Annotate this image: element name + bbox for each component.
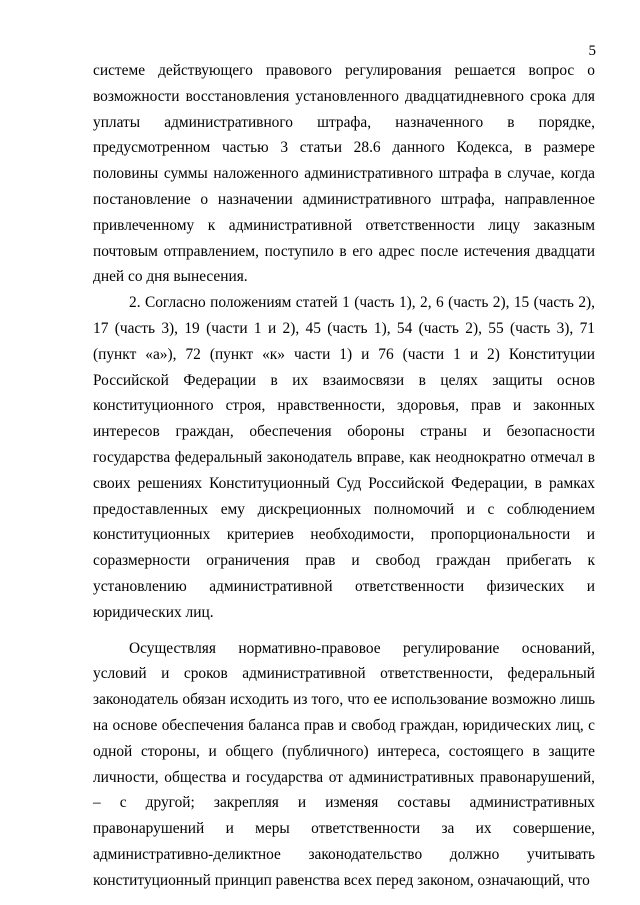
paragraph-2: 2. Согласно положениям статей 1 (часть 1), 2, 6 (часть 2), 15 (часть 2), 17 (часть 3), 19 (части 1 и 2), 45 (часть 1), 54 (часть 2), 55 (часть 3), 71 (пункт «а»), 72 (пункт «к» части 1) и 76 (части 1 и 2) Конституции Российской Федерации в их взаимосвязи в целях защиты основ конституционного строя, нравственности, здоровья, прав и законных интересов граждан, обеспечения обороны страны и безопасности государства федеральный законодатель вправе, как неоднократно отмечал в своих решениях Конституционный Суд Российской Федерации, в рамках предоставленных ему дискреционных полномочий и с соблюдением конституционных критериев необходимости, пропорциональности и соразмерности ограничения прав и свобод граждан прибегать к установлению административной ответственности физических и юридических лиц. [93, 294, 595, 621]
page-number: 5 [588, 43, 596, 59]
paragraph-continuation: системе действующего правового регулирования решается вопрос о возможности восстановления установленного двадцатидневного срока для уплаты административного штрафа, назначенного в порядке, предусмотренном частью 3 статьи 28.6 данного Кодекса, в размере половины суммы наложенного административного штрафа в случае, когда постановление о назначении административного штрафа, направленное привлеченному к административной ответственности лицу заказным почтовым отправлением, поступило в его адрес после истечения двадцати дней со дня вынесения. [93, 62, 595, 286]
paragraph-3: Осуществляя нормативно-правовое регулирование оснований, условий и сроков административной ответственности, федеральный законодатель обязан исходить из того, что ее использование возможно лишь на основе обеспечения баланса прав и свобод граждан, юридических лиц, с одной стороны, и общего (публичного) интереса, состоящего в защите личности, общества и государства от административных правонарушений, – с другой; закрепляя и изменяя составы административных правонарушений и меры ответственности за их совершение, административно-деликтное законодательство должно учитывать конституционный принцип равенства всех перед законом, означающий, что [93, 639, 595, 889]
body-text [93, 58, 595, 894]
